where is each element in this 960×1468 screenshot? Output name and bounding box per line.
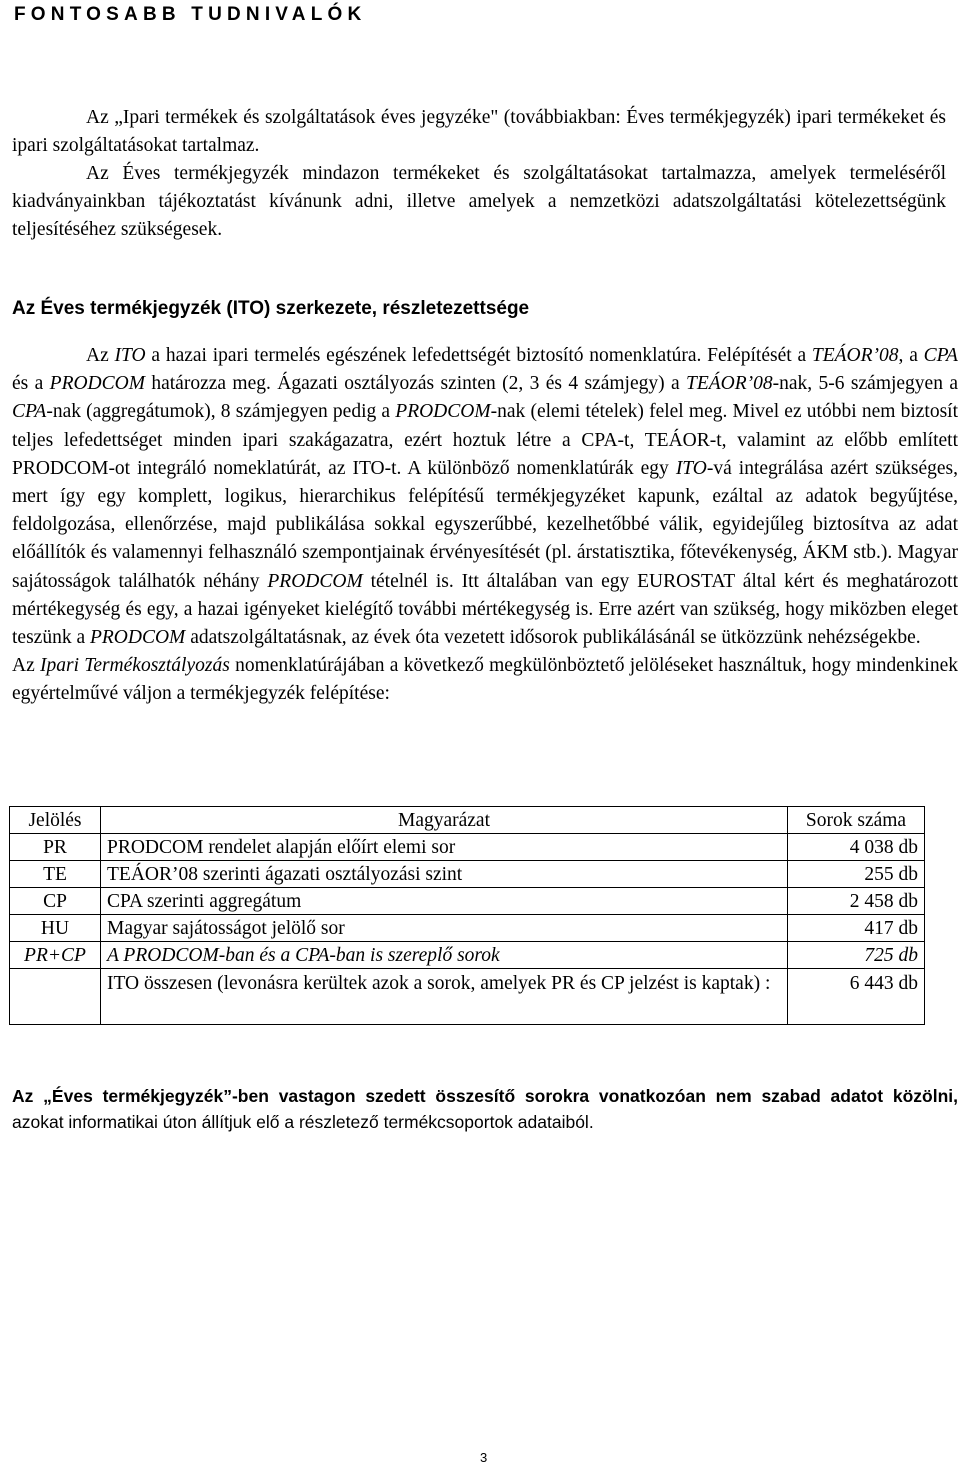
table-row xyxy=(10,861,925,888)
table-row xyxy=(10,942,925,969)
header-row-count: Sorok száma xyxy=(788,807,925,834)
text-run: -nak (aggregátumok), 8 számjegyen pedig a xyxy=(46,401,396,423)
cell-row-count: 2 458 db xyxy=(788,888,925,915)
term-teaor: TEÁOR’08 xyxy=(811,345,899,366)
notation-table xyxy=(9,806,925,1025)
cell-row-count: 4 038 db xyxy=(788,834,925,861)
table-header-row xyxy=(10,807,925,834)
table-row xyxy=(10,834,925,861)
cell-row-count: 417 db xyxy=(788,915,925,942)
header-notation: Jelölés xyxy=(10,807,101,834)
text-run: határozza meg. Ágazati osztályozás szinten (2, 3 és 4 számjegy) a xyxy=(144,373,686,395)
intro-section xyxy=(12,104,946,244)
intro-paragraph-2: Az Éves termékjegyzék mindazon termékeket és szolgáltatásokat tartalmazza, amelyek termeléséről kiadványainkban tájékoztatást kívánunk adni, illetve amelyek a nemzetközi adatszolgáltatási kötelezettségünk teljesítéséhez szükségesek. xyxy=(12,163,946,240)
text-run: adatszolgáltatásnak, az évek óta vezetett idősorok publikálásánál se ütközzünk nehézségekbe. xyxy=(185,627,921,649)
cell-notation: TE xyxy=(10,861,101,888)
notation-paragraph xyxy=(12,652,958,708)
cell-explanation: PRODCOM rendelet alapján előírt elemi sor xyxy=(101,834,788,861)
text-run: és a xyxy=(12,373,50,395)
footer-bold-text: Az „Éves termékjegyzék”-ben vastagon szedett összesítő sorokra vonatkozóan nem szabad adatot közölni, xyxy=(12,1086,958,1106)
cell-notation xyxy=(10,969,101,1025)
page-number: 3 xyxy=(480,1450,488,1465)
cell-row-count: 725 db xyxy=(788,942,925,969)
term-teaor: TEÁOR’08 xyxy=(686,373,773,395)
text-run: -vá integrálása azért szükséges, mert így egy komplett, logikus, hierarchikus felépítésű termékjegyzéket kapunk, ezáltal az adatok begyűjtése, feldolgozása, ellenőrzése, majd publikálása sokkal egyszerűbbé, kezelhetőbbé válik, egyidejűleg biztosítva az adat előállítók és valamennyi felhasználó szempontjainak érvényesítését (pl. árstatisztika, főtevékenység, ÁKM stb.). Magyar sajátosságok találhatók néhány xyxy=(12,457,958,592)
text-run: a hazai ipari termelés egészének lefedettségét biztosító nomenklatúra. Felépítését a xyxy=(145,345,812,366)
cell-row-count: 6 443 db xyxy=(788,969,925,1025)
cell-explanation: CPA szerinti aggregátum xyxy=(101,888,788,915)
footer-note xyxy=(12,1083,958,1135)
cell-explanation: TEÁOR’08 szerinti ágazati osztályozási szint xyxy=(101,861,788,888)
page-title: FONTOSABB TUDNIVALÓK xyxy=(14,4,367,25)
cell-row-count: 255 db xyxy=(788,861,925,888)
cell-notation: CP xyxy=(10,888,101,915)
term-ito: ITO xyxy=(114,345,146,366)
text-run: -nak (elemi tételek) felel meg. Mivel ez utóbbi nem biztosít teljes lefedettséget minden ipari szakágazatra, ezért hoztuk létre a CPA-t, TEÁOR-t, valamint az előbb említett PRODCOM-ot integráló nomeklatúrát, az ITO-t. A különböző nomenklatúrák egy xyxy=(12,401,959,479)
term-classification: Ipari Termékosztályozás xyxy=(40,655,230,677)
structure-paragraph xyxy=(12,342,958,652)
term-prodcom: PRODCOM xyxy=(267,570,363,592)
cell-notation: HU xyxy=(10,915,101,942)
table-row xyxy=(10,888,925,915)
text-run: tételnél is. Itt általában van egy EUROSTAT által kért és meghatározott mértékegység és egy, a hazai igényeket kielégítő további mértékegység is. Erre azért van szükség, hogy miközben eleget teszünk a xyxy=(12,570,959,649)
body-section xyxy=(12,342,958,709)
term-prodcom: PRODCOM xyxy=(395,401,491,423)
term-cpa: CPA xyxy=(12,401,47,423)
text-run: nomenklatúrájában a következő megkülönböztető jelöléseket használtuk, hogy mindenkinek egyértelművé váljon a termékjegyzék felépítése: xyxy=(12,655,958,705)
text-run: , a xyxy=(898,345,924,366)
footer-text: azokat informatikai úton állítjuk elő a részletező termékcsoportok adataiból. xyxy=(12,1112,594,1132)
term-prodcom: PRODCOM xyxy=(89,627,186,649)
text-run: Az xyxy=(86,345,115,366)
cell-explanation: Magyar sajátosságot jelölő sor xyxy=(101,915,788,942)
text-run: -nak, 5-6 számjegyen a xyxy=(772,373,958,395)
cell-notation: PR xyxy=(10,834,101,861)
cell-explanation: ITO összesen (levonásra kerültek azok a sorok, amelyek PR és CP jelzést is kaptak) : xyxy=(101,969,788,1025)
intro-paragraph-1: Az „Ipari termékek és szolgáltatások éves jegyzéke" (továbbiakban: Éves termékjegyzék) ipari termékeket és ipari szolgáltatásokat tartalmaz. xyxy=(12,107,946,156)
text-run: Az xyxy=(12,655,40,677)
term-cpa: CPA xyxy=(923,345,958,366)
cell-notation: PR+CP xyxy=(10,942,101,969)
term-ito: ITO xyxy=(675,457,707,479)
footer-paragraph xyxy=(12,1083,958,1135)
cell-explanation: A PRODCOM-ban és a CPA-ban is szereplő sorok xyxy=(101,942,788,969)
term-prodcom: PRODCOM xyxy=(49,373,145,395)
table-row xyxy=(10,915,925,942)
header-explanation: Magyarázat xyxy=(101,807,788,834)
table-total-row xyxy=(10,969,925,1025)
section-title: Az Éves termékjegyzék (ITO) szerkezete, részletezettsége xyxy=(12,298,530,319)
